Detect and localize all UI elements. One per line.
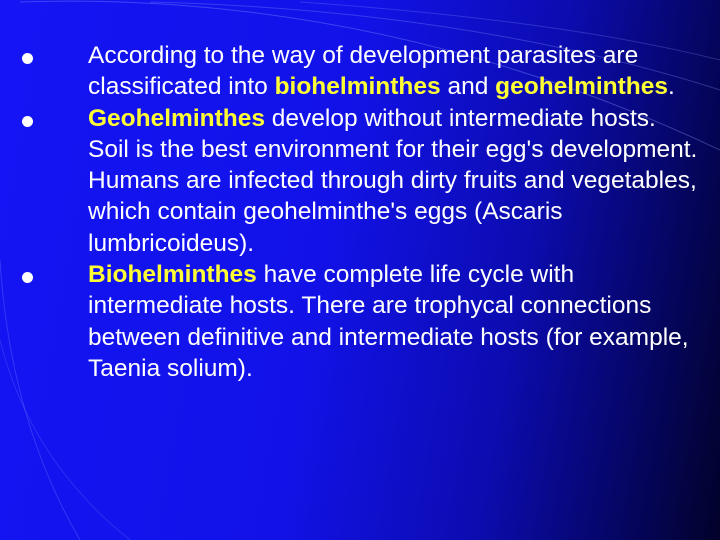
bullet-item xyxy=(22,259,702,384)
bullet-text: have complete life cycle with intermediate hosts. There are trophycal connections between definitive and intermediate hosts (for example, Taenia solium). xyxy=(88,261,689,382)
highlighted-term: geohelminthes xyxy=(495,73,669,101)
highlighted-term: Biohelminthes xyxy=(88,261,257,289)
bullet-text: develop without intermediate hosts. Soil is the best environment for their egg's development. Humans are infected through dirty fruits and vegetables, which contain geohelminthe's eggs (Ascaris lumbricoideus). xyxy=(88,104,698,257)
bullet-item xyxy=(22,103,702,259)
bullet-text: According to the way of development parasites are classificated into xyxy=(88,42,639,101)
bullet-dot-icon xyxy=(22,272,33,283)
highlighted-term: Geohelminthes xyxy=(88,104,265,132)
bullet-text: and xyxy=(440,73,496,101)
bullet-dot-icon xyxy=(22,116,33,127)
bullet-text: . xyxy=(668,73,675,101)
bullet-item xyxy=(22,40,702,103)
bullet-dot-icon xyxy=(22,53,33,64)
bullet-list xyxy=(22,40,702,384)
highlighted-term: biohelminthes xyxy=(274,73,441,101)
